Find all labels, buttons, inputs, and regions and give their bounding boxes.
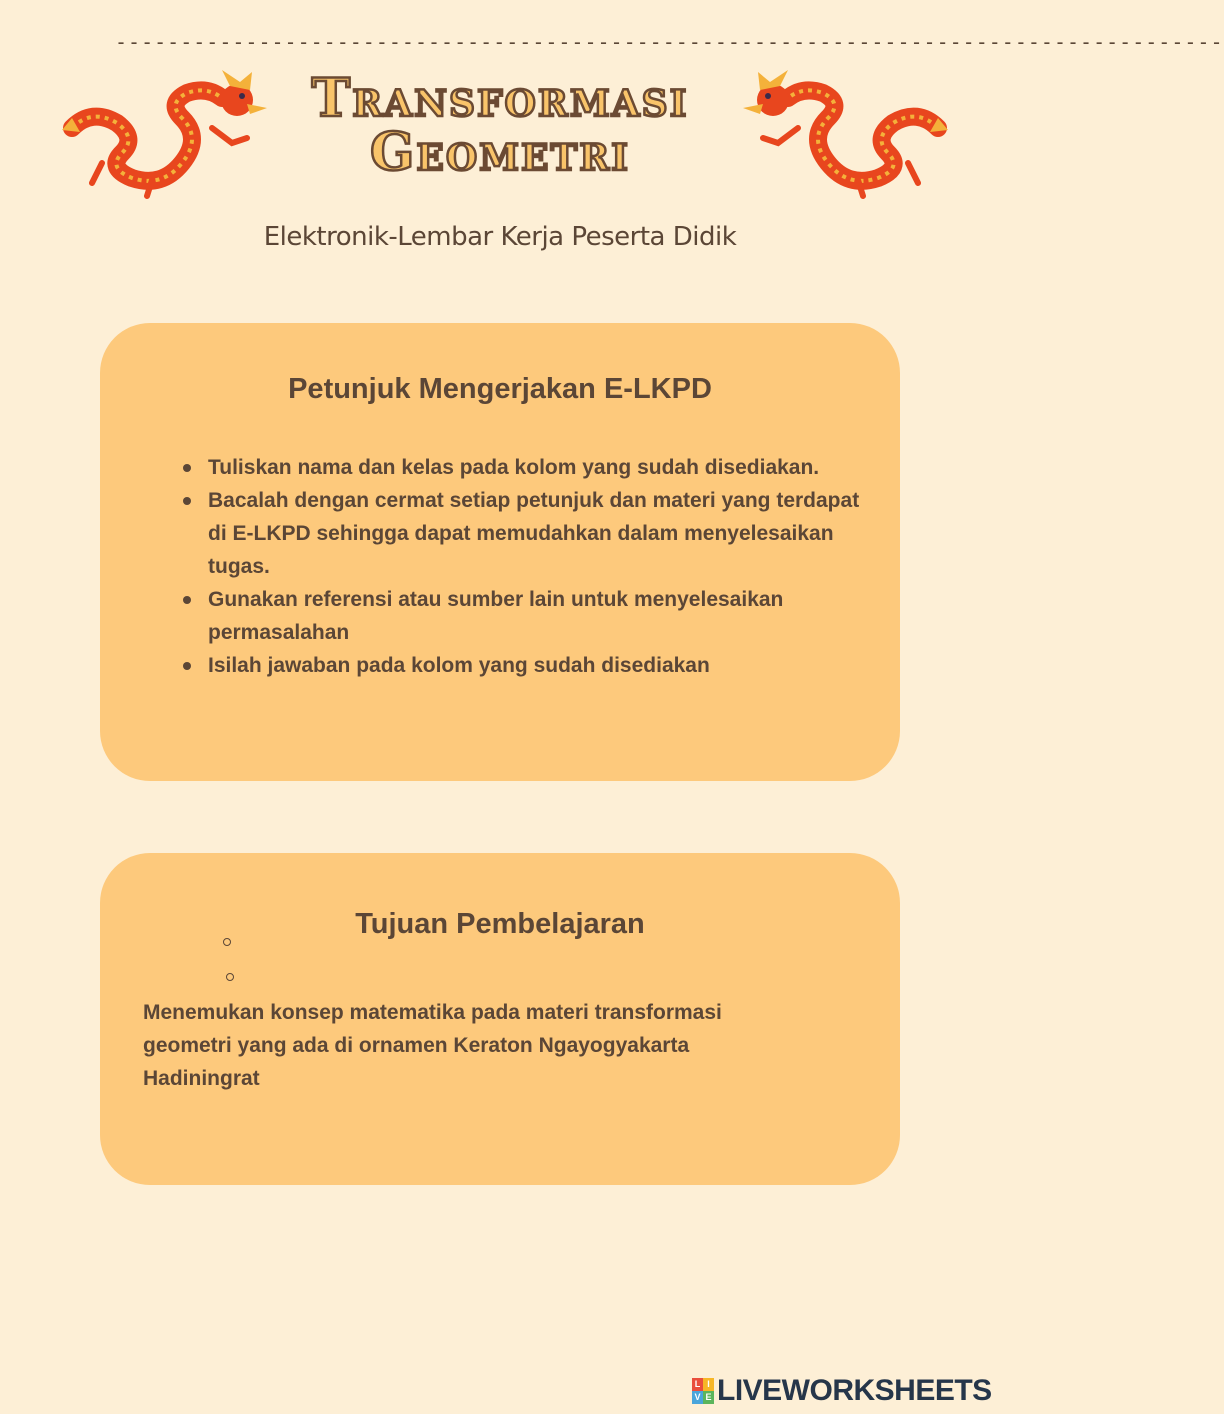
bullet-icon <box>183 662 191 670</box>
brand-text: LIVEWORKSHEETS <box>717 1374 992 1407</box>
list-item <box>180 583 860 649</box>
list-item-text: Bacalah dengan cermat setiap petunjuk dan materi yang terdapat di E-LKPD sehingga dapat memudahkan dalam menyelesaikan tugas. <box>208 489 860 578</box>
title-line-2: Geometri <box>369 122 631 183</box>
goals-card <box>100 853 900 1185</box>
instructions-title: Petunjuk Mengerjakan E-LKPD <box>288 373 712 405</box>
dragon-left-icon <box>62 68 272 198</box>
top-dashed-line: ------------------------------------------------------------------------------------- <box>115 30 1224 54</box>
goals-text: Menemukan konsep matematika pada materi transformasi geometri yang ada di ornamen Keraton Ngayogyakarta Hadiningrat <box>143 1001 722 1090</box>
goals-title: Tujuan Pembelajaran <box>355 908 645 940</box>
liveworksheets-logo-icon <box>692 1378 714 1404</box>
logo-letter: I <box>703 1378 714 1391</box>
dragon-right-icon <box>738 68 948 198</box>
list-item-text: Isilah jawaban pada kolom yang sudah disediakan <box>208 654 710 677</box>
bullet-icon <box>183 497 191 505</box>
list-item-text: Tuliskan nama dan kelas pada kolom yang sudah disediakan. <box>208 456 820 479</box>
list-item <box>180 649 860 682</box>
subtitle: Elektronik-Lembar Kerja Peserta Didik <box>263 222 737 252</box>
empty-circle-bullet-icon <box>223 938 231 946</box>
title-line-1: Transformasi <box>311 68 689 129</box>
liveworksheets-brand[interactable] <box>692 1374 992 1408</box>
logo-letter: V <box>692 1391 703 1404</box>
logo-letter: L <box>692 1378 703 1391</box>
instructions-card <box>100 323 900 781</box>
list-item <box>180 451 860 484</box>
bullet-icon <box>183 464 191 472</box>
worksheet-title <box>250 68 750 183</box>
empty-circle-bullet-icon <box>226 973 234 981</box>
list-item <box>180 484 860 583</box>
instructions-list <box>180 451 860 682</box>
bullet-icon <box>183 596 191 604</box>
logo-letter: E <box>703 1391 714 1404</box>
list-item-text: Gunakan referensi atau sumber lain untuk menyelesaikan permasalahan <box>208 588 784 644</box>
